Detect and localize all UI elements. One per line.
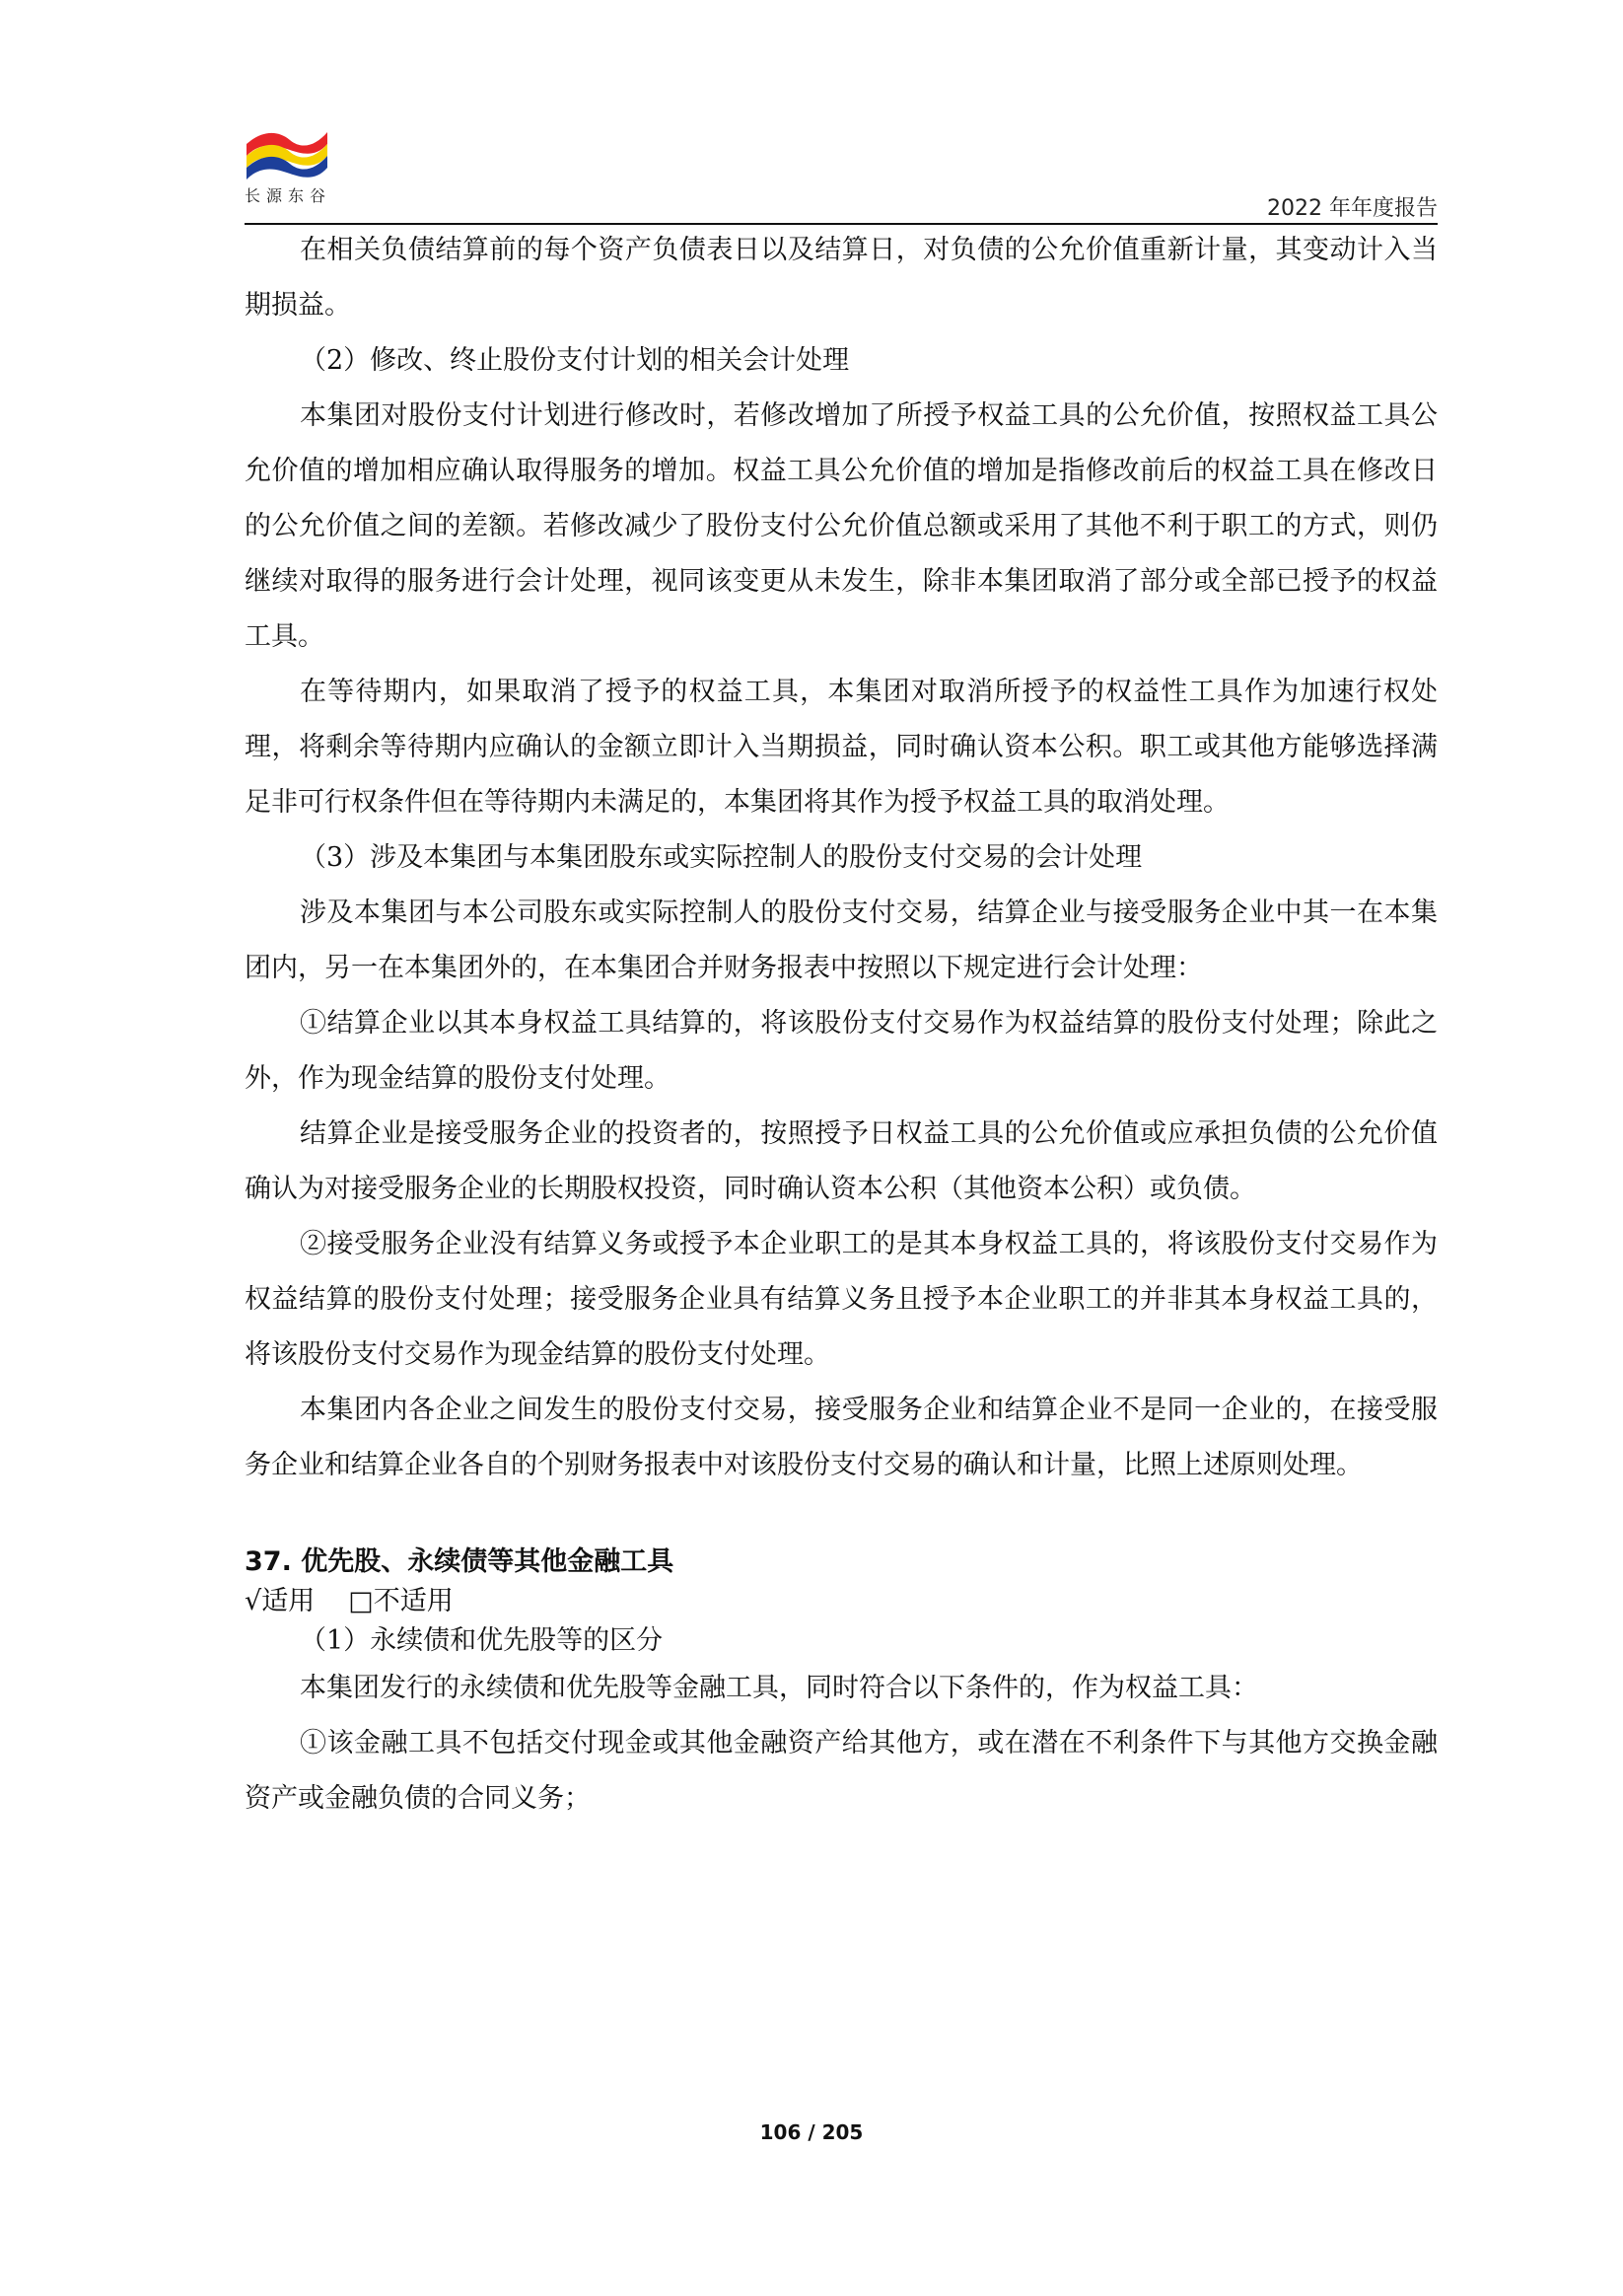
page-number: 106 / 205 xyxy=(759,2120,864,2144)
not-applicable-unchecked: □不适用 xyxy=(348,1586,454,1616)
subheading: （3）涉及本集团与本集团股东或实际控制人的股份支付交易的会计处理 xyxy=(300,842,1143,873)
company-logo xyxy=(245,122,339,206)
paragraph: ②接受服务企业没有结算义务或授予本企业职工的是其本身权益工具的，将该股份支付交易作为权益结算的股份支付处理；接受服务企业具有结算义务且授予本企业职工的并非其本身权益工具的，将该股份支付交易作为现金结算的股份支付处理。 xyxy=(245,1229,1438,1370)
logo-text: 长源东谷 xyxy=(245,186,332,205)
paragraph: 本集团内各企业之间发生的股份支付交易，接受服务企业和结算企业不是同一企业的，在接受服务企业和结算企业各自的个别财务报表中对该股份支付交易的确认和计量，比照上述原则处理。 xyxy=(245,1395,1438,1480)
applicability-options xyxy=(245,1582,1438,1621)
section-heading: 37. 优先股、永续债等其他金融工具 xyxy=(245,1546,674,1577)
paragraph: 本集团发行的永续债和优先股等金融工具，同时符合以下条件的，作为权益工具： xyxy=(300,1673,1258,1703)
subheading: （1）永续债和优先股等的区分 xyxy=(300,1625,664,1656)
subheading: （2）修改、终止股份支付计划的相关会计处理 xyxy=(300,345,850,376)
paragraph: ①该金融工具不包括交付现金或其他金融资产给其他方，或在潜在不利条件下与其他方交换金融资产或金融负债的合同义务； xyxy=(245,1728,1438,1814)
paragraph: 结算企业是接受服务企业的投资者的，按照授予日权益工具的公允价值或应承担负债的公允价值确认为对接受服务企业的长期股权投资，同时确认资本公积（其他资本公积）或负债。 xyxy=(245,1118,1438,1204)
paragraph: 在等待期内，如果取消了授予的权益工具，本集团对取消所授予的权益性工具作为加速行权处理，将剩余等待期内应确认的金额立即计入当期损益，同时确认资本公积。职工或其他方能够选择满足非可行权条件但在等待期内未满足的，本集团将其作为授予权益工具的取消处理。 xyxy=(245,677,1438,818)
company-logo-icon xyxy=(245,122,329,181)
report-title: 2022 年年度报告 xyxy=(1267,196,1438,221)
paragraph: 本集团对股份支付计划进行修改时，若修改增加了所授予权益工具的公允价值，按照权益工具公允价值的增加相应确认取得服务的增加。权益工具公允价值的增加是指修改前后的权益工具在修改日的公允价值之间的差额。若修改减少了股份支付公允价值总额或采用了其他不利于职工的方式，则仍继续对取得的服务进行会计处理，视同该变更从未发生，除非本集团取消了部分或全部已授予的权益工具。 xyxy=(245,400,1438,652)
paragraph: 涉及本集团与本公司股东或实际控制人的股份支付交易，结算企业与接受服务企业中其一在本集团内，另一在本集团外的，在本集团合并财务报表中按照以下规定进行会计处理： xyxy=(245,897,1438,983)
paragraph: ①结算企业以其本身权益工具结算的，将该股份支付交易作为权益结算的股份支付处理；除此之外，作为现金结算的股份支付处理。 xyxy=(245,1008,1438,1094)
paragraph: 在相关负债结算前的每个资产负债表日以及结算日，对负债的公允价值重新计量，其变动计入当期损益。 xyxy=(245,235,1438,321)
applicable-checked: √适用 xyxy=(245,1586,316,1616)
document-body xyxy=(245,223,1438,1827)
